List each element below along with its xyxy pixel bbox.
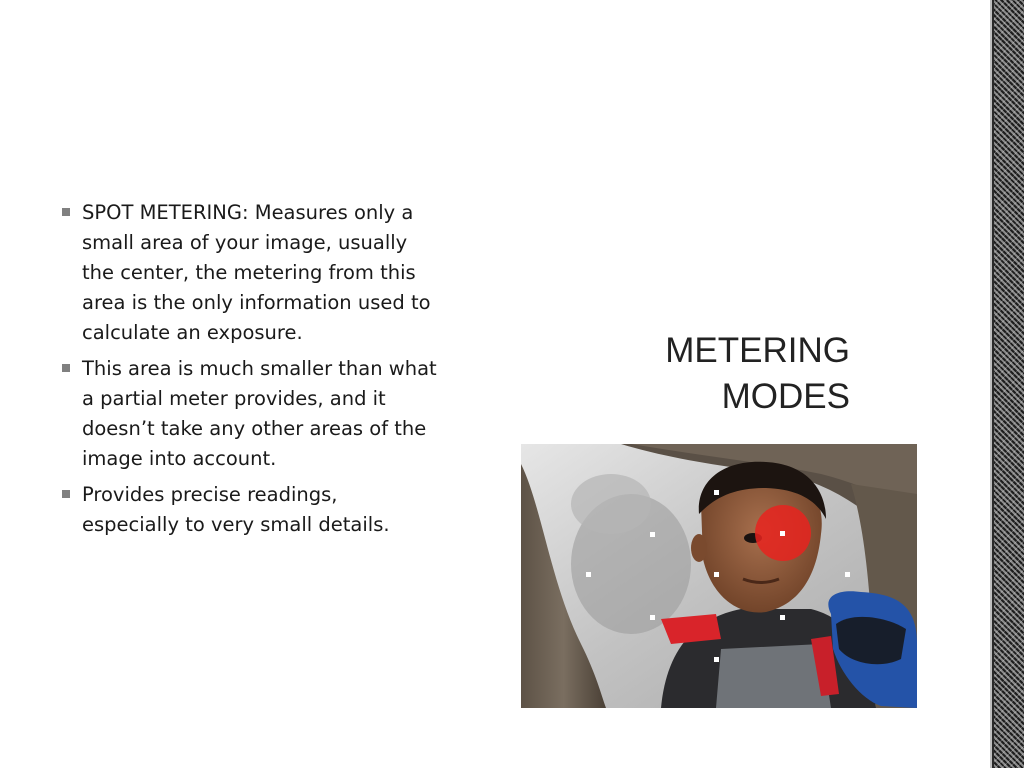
focus-point: [650, 532, 655, 537]
bullet-text: Provides precise readings, especially to very small details.: [82, 483, 390, 536]
blurred-branch: [571, 474, 651, 534]
slide-title: [600, 328, 850, 420]
focus-point: [714, 572, 719, 577]
focus-point: [714, 657, 719, 662]
jacket-red-collar: [661, 614, 721, 644]
square-bullet-icon: [62, 490, 70, 498]
bullet-item: [60, 480, 440, 540]
square-bullet-icon: [62, 364, 70, 372]
focus-point: [650, 615, 655, 620]
slide-title-line: MODES: [721, 377, 850, 416]
focus-point: [586, 572, 591, 577]
focus-point: [780, 615, 785, 620]
bullet-text: This area is much smaller than what a partial meter provides, and it doesn’t take any other areas of the image into account.: [82, 357, 437, 470]
bullet-list: [60, 198, 440, 546]
decorative-side-strip: [990, 0, 1024, 768]
focus-point: [780, 531, 785, 536]
bullet-item: [60, 354, 440, 474]
bullet-item: [60, 198, 440, 348]
slide-title-line: METERING: [665, 331, 850, 370]
spot-metering-photo: [521, 444, 917, 708]
focus-point: [845, 572, 850, 577]
focus-point: [714, 490, 719, 495]
bullet-text: SPOT METERING: Measures only a small area of your image, usually the center, the metering from this area is the only information used to calculate an exposure.: [82, 201, 431, 344]
square-bullet-icon: [62, 208, 70, 216]
child-ear: [691, 534, 707, 562]
spot-metering-illustration: [521, 444, 917, 708]
